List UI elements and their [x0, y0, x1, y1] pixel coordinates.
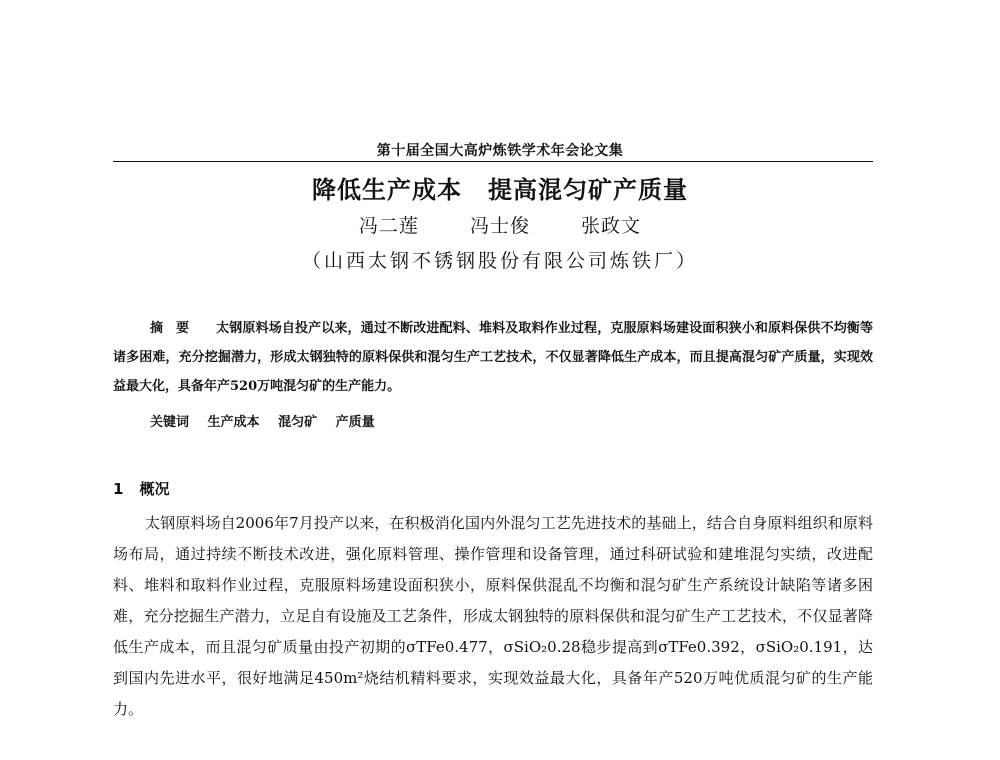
header-rule	[113, 161, 873, 162]
keyword: 产质量	[335, 415, 375, 430]
author-name: 冯二莲	[358, 215, 419, 237]
body-paragraph: 太钢原料场自2006年7月投产以来，在积极消化国内外混匀工艺先进技术的基础上，结合自身原料组织和原料场布局，通过持续不断技术改进，强化原料管理、操作管理和设备管理，通过科研试验和建堆混匀实绩，改进配料、堆料和取料作业过程，克服原料场建设面积狭小，原料保供混乱不均衡和混匀矿生产系统设计缺陷等诸多困难，充分挖掘生产潜力，立足自有设施及工艺条件，形成太钢独特的原料保供和混匀矿生产工艺技术，不仅显著降低生产成本，而且混匀矿质量由投产初期的σTFe0.477，σSiO₂0.28稳步提高到σTFe0.392，σSiO₂0.191，达到国内先进水平，很好地满足450m²烧结机精料要求，实现效益最大化，具备年产520万吨优质混匀矿的生产能力。	[113, 514, 873, 718]
running-header: 第十届全国大高炉炼铁学术年会论文集	[376, 143, 624, 159]
section-heading	[113, 478, 169, 499]
abstract	[113, 314, 873, 401]
author-name: 张政文	[581, 215, 642, 237]
title-part-2: 提高混匀矿产质量	[488, 176, 688, 204]
author-list	[0, 211, 1000, 238]
paper-title	[0, 170, 1000, 205]
section-title: 概况	[139, 480, 170, 498]
keyword: 混匀矿	[278, 415, 318, 430]
affiliation: （山西太钢不锈钢股份有限公司炼铁厂）	[301, 250, 698, 272]
section-body	[113, 508, 873, 725]
keywords	[150, 411, 389, 430]
keyword: 生产成本	[207, 415, 260, 430]
title-part-1: 降低生产成本	[312, 176, 462, 204]
abstract-label: 摘要	[150, 321, 203, 336]
section-number: 1	[113, 480, 124, 498]
abstract-text: 太钢原料场自投产以来，通过不断改进配料、堆料及取料作业过程，克服原料场建设面积狭小和原料保供不均衡等诸多困难，充分挖掘潜力，形成太钢独特的原料保供和混匀生产工艺技术，不仅显著降低生产成本，而且提高混匀矿产质量，实现效益最大化，具备年产520万吨混匀矿的生产能力。	[113, 321, 873, 394]
author-name: 冯士俊	[469, 215, 530, 237]
keywords-label: 关键词	[150, 415, 190, 430]
